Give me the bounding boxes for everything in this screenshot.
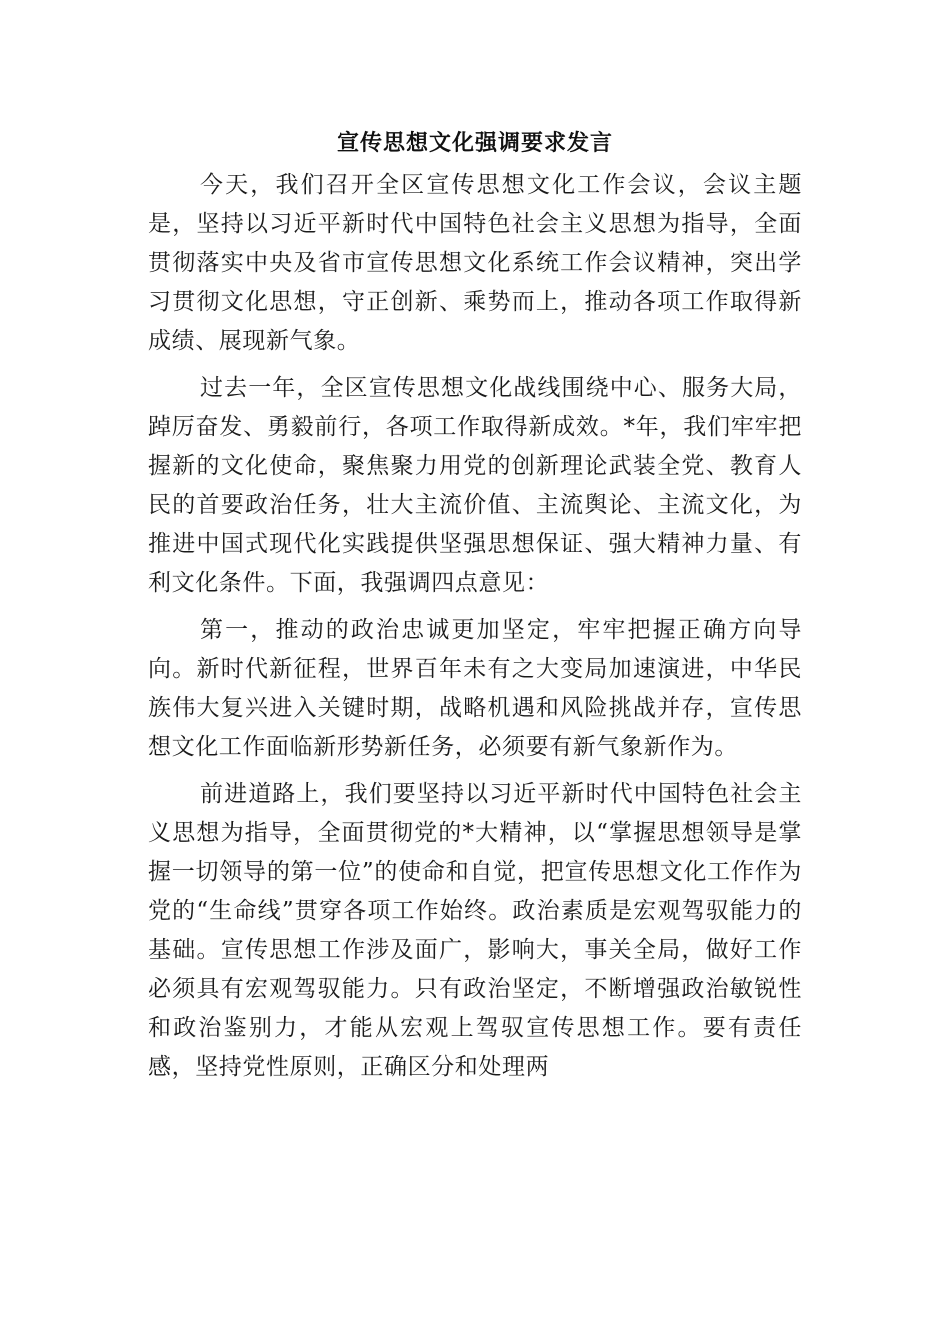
document-title: 宣传思想文化强调要求发言	[336, 130, 613, 156]
paragraph-1: 今天，我们召开全区宣传思想文化工作会议，会议主题是，坚持以习近平新时代中国特色社会主义思想为指导，全面贯彻落实中央及省市宣传思想文化系统工作会议精神，突出学习贯彻文化思想，守正创新、乘势而上，推动各项工作取得新成绩、展现新气象。	[148, 172, 802, 354]
document-body	[148, 166, 802, 1095]
paragraph-2: 过去一年，全区宣传思想文化战线围绕中心、服务大局，踔厉奋发、勇毅前行，各项工作取得新成效。*年，我们牢牢把握新的文化使命，聚焦聚力用党的创新理论武装全党、教育人民的首要政治任务，壮大主流价值、主流舆论、主流文化，为推进中国式现代化实践提供坚强思想保证、强大精神力量、有利文化条件。下面，我强调四点意见：	[148, 375, 802, 596]
paragraph-3: 第一，推动的政治忠诚更加坚定，牢牢把握正确方向导向。新时代新征程，世界百年未有之大变局加速演进，中华民族伟大复兴进入关键时期，战略机遇和风险挑战并存，宣传思想文化工作面临新形势新任务，必须要有新气象新作为。	[148, 617, 802, 760]
paragraph-4: 前进道路上，我们要坚持以习近平新时代中国特色社会主义思想为指导，全面贯彻党的*大精神，以“掌握思想领导是掌握一切领导的第一位”的使命和自觉，把宣传思想文化工作作为党的“生命线”贯穿各项工作始终。政治素质是宏观驾驭能力的基础。宣传思想工作涉及面广，影响大，事关全局，做好工作必须具有宏观驾驭能力。只有政治坚定，不断增强政治敏锐性和政治鉴别力，才能从宏观上驾驭宣传思想工作。要有责任感，坚持党性原则，正确区分和处理两	[148, 781, 802, 1080]
